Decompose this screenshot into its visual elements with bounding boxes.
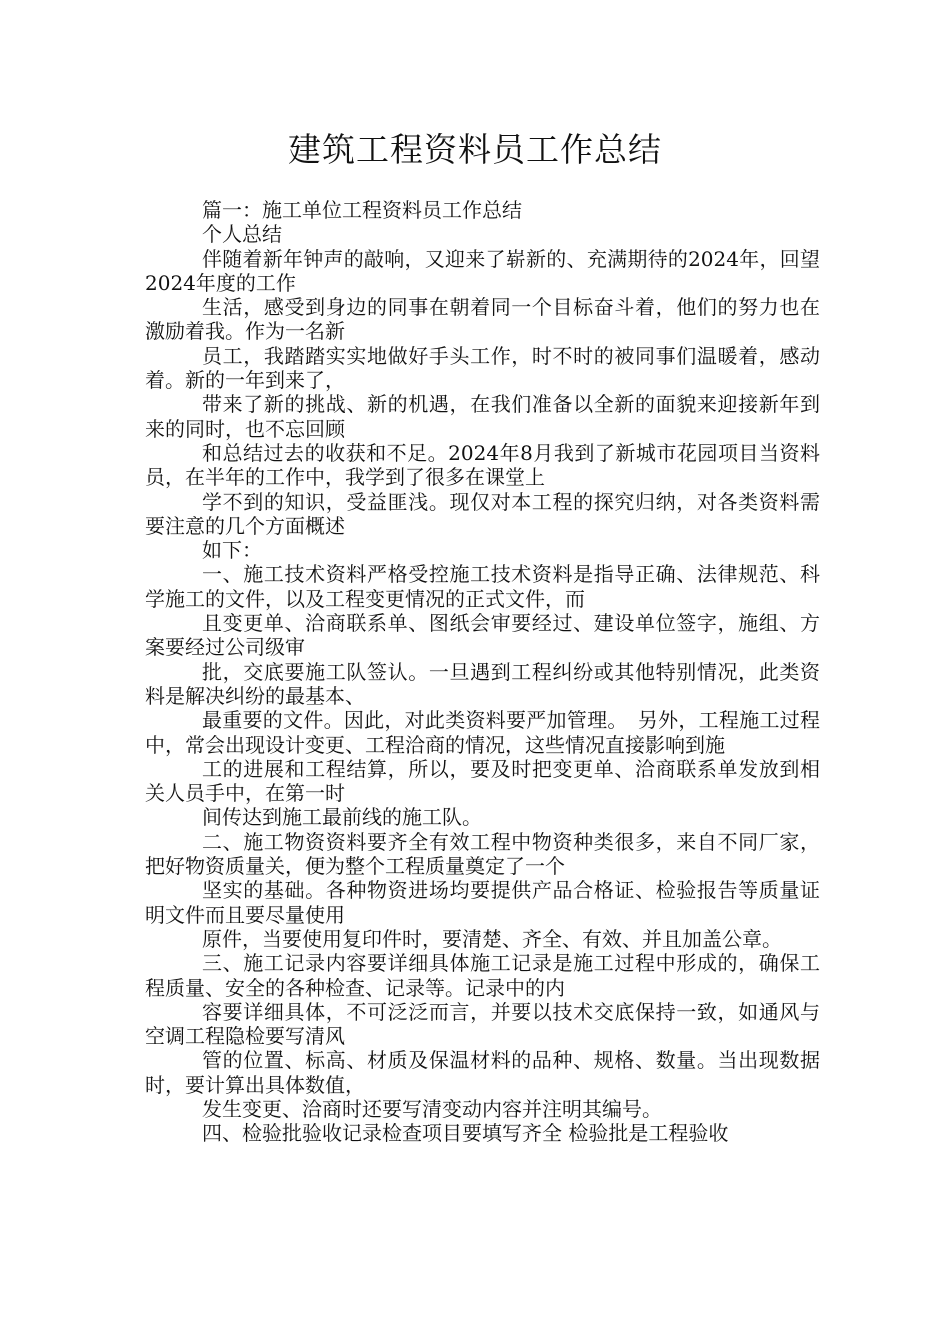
paragraph: 篇一：施工单位工程资料员工作总结 <box>202 198 522 222</box>
paragraph: 学不到的知识，受益匪浅。现仅对本工程的探究归纳，对各类资料需要注意的几个方面概述 <box>145 489 820 538</box>
paragraph: 工的进展和工程结算，所以，要及时把变更单、洽商联系单发放到相关人员手中，在第一时 <box>145 756 820 806</box>
paragraph: 且变更单、洽商联系单、图纸会审要经过、建设单位签字，施组、方案要经过公司级审 <box>145 611 820 660</box>
paragraph: 一、施工技术资料严格受控施工技术资料是指导正确、法律规范、科学施工的文件，以及工程变更情况的正式文件，而 <box>145 562 820 611</box>
paragraph: 如下： <box>202 538 262 563</box>
paragraph: 四、检验批验收记录检查项目要填写齐全 检验批是工程验收 <box>202 1121 729 1146</box>
paragraph: 批，交底要施工队签认。一旦遇到工程纠纷或其他特别情况，此类资料是解决纠纷的最基本、 <box>145 659 820 708</box>
paragraph: 伴随着新年钟声的敲响，又迎来了崭新的、充满期待的2024年，回望2024年度的工作 <box>145 246 820 295</box>
paragraph: 个人总结 <box>202 222 282 247</box>
paragraph: 坚实的基础。各种物资进场均要提供产品合格证、检验报告等质量证明文件而且要尽量使用 <box>145 878 820 927</box>
paragraph: 带来了新的挑战、新的机遇，在我们准备以全新的面貌来迎接新年到来的同时，也不忘回顾 <box>145 392 820 441</box>
document-body <box>145 198 820 1146</box>
paragraph: 容要详细具体，不可泛泛而言，并要以技术交底保持一致，如通风与空调工程隐检要写清风 <box>145 999 820 1049</box>
paragraph: 发生变更、洽商时还要写清变动内容并注明其编号。 <box>202 1096 662 1121</box>
paragraph: 原件，当要使用复印件时，要清楚、齐全、有效、并且加盖公章。 <box>202 926 782 951</box>
paragraph: 二、施工物资资料要齐全有效工程中物资种类很多，来自不同厂家，把好物资质量关，便为整个工程质量奠定了一个 <box>145 829 820 879</box>
paragraph: 生活，感受到身边的同事在朝着同一个目标奋斗着，他们的努力也在激励着我。作为一名新 <box>145 295 820 344</box>
paragraph: 最重要的文件。因此，对此类资料要严加管理。 另外，工程施工过程中，常会出现设计变更、工程洽商的情况，这些情况直接影响到施 <box>145 708 820 757</box>
document-title: 建筑工程资料员工作总结 <box>288 130 662 169</box>
paragraph: 员工，我踏踏实实地做好手头工作，时不时的被同事们温暖着，感动着。新的一年到来了， <box>145 343 820 393</box>
paragraph: 和总结过去的收获和不足。2024年8月我到了新城市花园项目当资料员，在半年的工作中，我学到了很多在课堂上 <box>145 440 820 490</box>
paragraph: 三、施工记录内容要详细具体施工记录是施工过程中形成的，确保工程质量、安全的各种检查、记录等。记录中的内 <box>145 951 820 1000</box>
paragraph: 间传达到施工最前线的施工队。 <box>202 805 482 830</box>
paragraph: 管的位置、标高、材质及保温材料的品种、规格、数量。当出现数据时，要计算出具体数值， <box>145 1048 820 1097</box>
